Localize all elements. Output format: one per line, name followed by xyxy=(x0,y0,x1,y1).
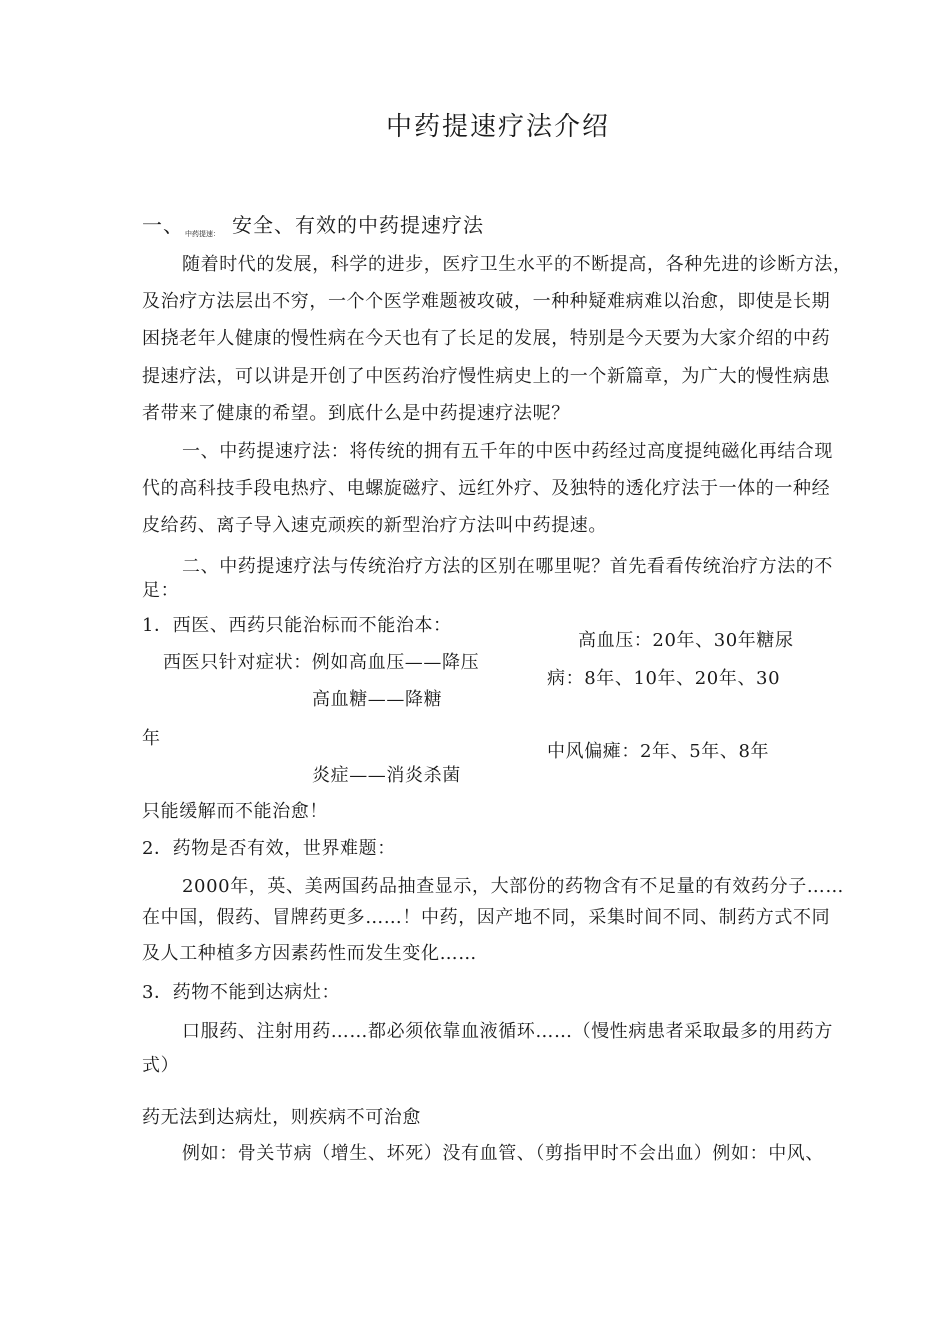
point3-line: 口服药、注射用药……都必须依靠血液循环……（慢性病患者采取最多的用药方 xyxy=(182,1021,833,1042)
definition-line: 皮给药、离子导入速克顽疾的新型治疗方法叫中药提速。 xyxy=(142,515,607,536)
intro-line: 随着时代的发展，科学的进步，医疗卫生水平的不断提高，各种先进的诊断方法， xyxy=(182,254,852,275)
section-heading-prefix: 一、 xyxy=(142,213,184,237)
intro-line: 及治疗方法层出不穷，一个个医学难题被攻破，一种种疑难病难以治愈，即使是长期 xyxy=(142,291,831,312)
difference-line: 足： xyxy=(142,580,180,601)
point2-heading: 2．药物是否有效，世界难题： xyxy=(142,838,396,859)
point1-left-line: 年 xyxy=(142,728,161,749)
point2-line: 2000年，英、美两国药品抽查显示，大部份的药物含有不足量的有效药分子…… xyxy=(182,876,845,897)
intro-line: 者带来了健康的希望。到底什么是中药提速疗法呢？ xyxy=(142,403,570,424)
point1-conclusion: 只能缓解而不能治愈！ xyxy=(142,801,328,822)
section-heading: 安全、有效的中药提速疗法 xyxy=(232,213,484,237)
intro-line: 困挠老年人健康的慢性病在今天也有了长足的发展，特别是今天要为大家介绍的中药 xyxy=(142,328,831,349)
point3-heading: 3．药物不能到达病灶： xyxy=(142,982,341,1003)
point1-right-line: 中风偏瘫：2年、5年、8年 xyxy=(547,741,770,762)
point2-line: 在中国，假药、冒牌药更多……！中药，因产地不同，采集时间不同、制药方式不同 xyxy=(142,907,831,928)
point3-example: 例如：骨关节病（增生、坏死）没有血管、（剪指甲时不会出血）例如：中风、 xyxy=(182,1143,824,1164)
definition-line: 一、中药提速疗法：将传统的拥有五千年的中医中药经过高度提纯磁化再结合现 xyxy=(182,441,833,462)
point1-left-line: 高血糖——降糖 xyxy=(312,689,443,710)
page-title: 中药提速疗法介绍 xyxy=(386,112,611,142)
definition-line: 代的高科技手段电热疗、电螺旋磁疗、远红外疗、及独特的透化疗法于一体的一种经 xyxy=(142,478,831,499)
point3-conclusion: 药无法到达病灶，则疾病不可治愈 xyxy=(142,1107,421,1128)
point3-line: 式） xyxy=(142,1055,180,1076)
point1-right-line: 高血压：20年、30年糖尿 xyxy=(578,630,794,651)
point1-heading: 1．西医、西药只能治标而不能治本： xyxy=(142,615,452,636)
point1-left-line: 炎症——消炎杀菌 xyxy=(312,765,461,786)
point1-right-line: 病：8年、10年、20年、30 xyxy=(547,668,781,689)
section-small-label: 中药提速： xyxy=(185,230,220,238)
difference-line: 二、中药提速疗法与传统治疗方法的区别在哪里呢？首先看看传统治疗方法的不 xyxy=(182,556,833,577)
point2-line: 及人工种植多方因素药性而发生变化…… xyxy=(142,943,477,964)
point1-left-line: 西医只针对症状：例如高血压——降压 xyxy=(163,652,480,673)
intro-line: 提速疗法，可以讲是开创了中医药治疗慢性病史上的一个新篇章，为广大的慢性病患 xyxy=(142,366,831,387)
